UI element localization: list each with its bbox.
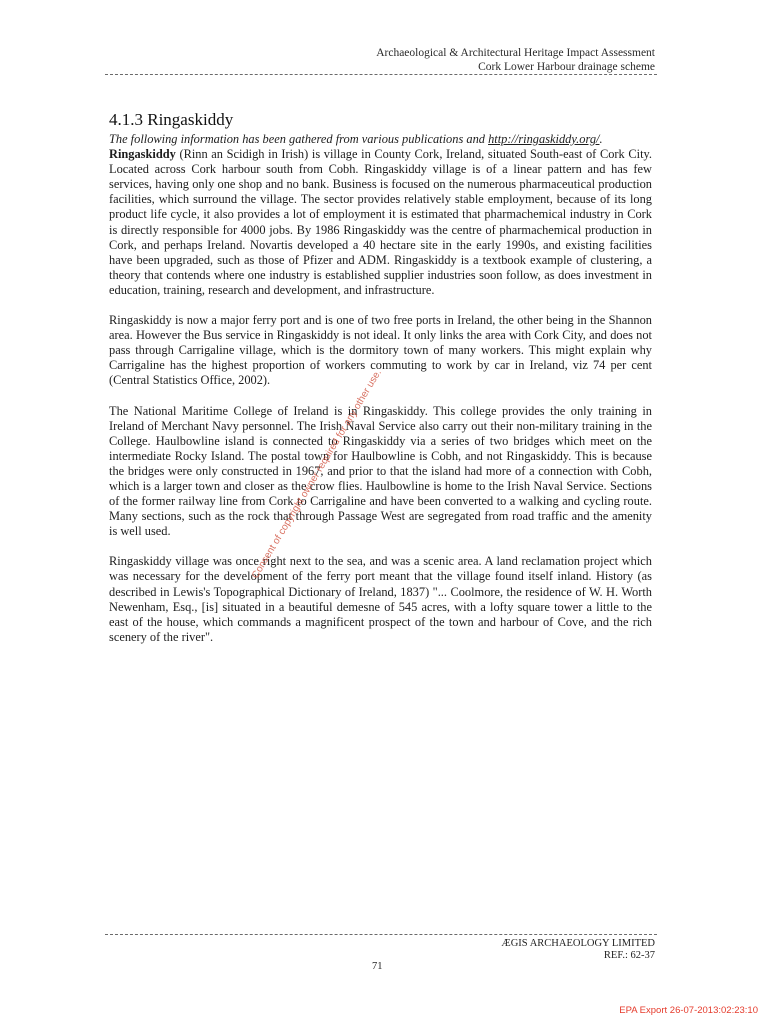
paragraph-1-text: (Rinn an Scidigh in Irish) is village in County Cork, Ireland, situated South-east of Cork City. Located across Cork harbour south from Cobh. Ringaskiddy village is of a linear pattern and has few services, having only one shop and no bank. Business is focused on the numerous pharmaceutical production facilities, which surround the village. The sector provides relatively stable employment, because of its long product life cycle, it also provides a lot of employment it is estimated that pharmachemical industry in Cork is directly responsible for 4000 jobs. By 1986 Ringaskiddy was the centre of pharmachemical production in Cork, and perhaps Ireland. Novartis developed a 40 hectare site in the early 1990s, and existing facilities have been upgraded, such as those of Pfizer and ADM. Ringaskiddy is a textbook example of clustering, a theory that contends where one industry is established supplier industries soon follow, as does investment in education, training, research and development, and infrastructure. [109,147,652,297]
footer-rule [105,934,657,935]
paragraph-2: Ringaskiddy is now a major ferry port and is one of two free ports in Ireland, the other being in the Shannon area. However the Bus service in Ringaskiddy is not ideal. It only links the area with Cork City, and does not pass through Carrigaline village, which is the dormitory town of many workers. This might explain why Carrigaline has the highest proportion of workers commuting to work by car in Ireland, viz 74 per cent (Central Statistics Office, 2002). [109,313,652,388]
header-subtitle: Cork Lower Harbour drainage scheme [478,61,655,73]
paragraph-1 [109,132,652,298]
footer-company: ÆGIS ARCHAEOLOGY LIMITED [501,938,655,949]
source-note-text: The following information has been gathered from various publications and [109,132,489,146]
lead-term: Ringaskiddy [109,147,176,162]
copyright-watermark: Consent of copyright owner required for any other use. [250,367,384,581]
paragraph-4: Ringaskiddy village was once right next to the sea, and was a scenic area. A land reclamation project which was necessary for the development of the ferry port meant that the village found itself inland. History (as described in Lewis's Topographical Dictionary of Ireland, 1837) "... Coolmore, the residence of W. H. Worth Newenham, Esq., [is] situated in a beautiful demesne of 545 acres, with a lofty square tower a little to the east of the house, which commands a magnificent prospect of the town and harbour of Cove, and the rich scenery of the river". [109,554,652,644]
section-body [109,132,652,660]
section-title: 4.1.3 Ringaskiddy [109,110,234,129]
page-footer [501,938,655,962]
source-note [109,132,652,147]
header-rule [105,74,657,75]
source-note-tail: . [599,132,603,146]
page-header [376,46,655,74]
paragraph-3: The National Maritime College of Ireland is in Ringaskiddy. This college provides the only training in Ireland of Merchant Navy personnel. The Irish Naval Service also carry out their non-military training in the College. Haulbowline island is connected to Ringaskiddy via a series of two bridges which meet on the intermediate Rocky Island. The postal town for Haulbowline is Cobh, and not Ringaskiddy. This is because the bridges were only constructed in 1967, and prior to that the island had more of a connection with Cobh, which is a larger town and closer as the crow flies. Haulbowline is home to the Irish Naval Service. Sections of the former railway line from Cork to Carrigaline and have been converted to a walking and cycling route. Many sections, such as the rock that through Passage West are segregated from road traffic and the amenity is well used. [109,403,652,539]
page-number: 71 [372,961,383,972]
export-stamp: EPA Export 26-07-2013:02:23:10 [619,1005,758,1016]
footer-reference: REF.: 62-37 [603,950,655,961]
header-title: Archaeological & Architectural Heritage Impact Assessment [376,47,655,59]
source-link[interactable]: http://ringaskiddy.org/ [488,132,600,146]
